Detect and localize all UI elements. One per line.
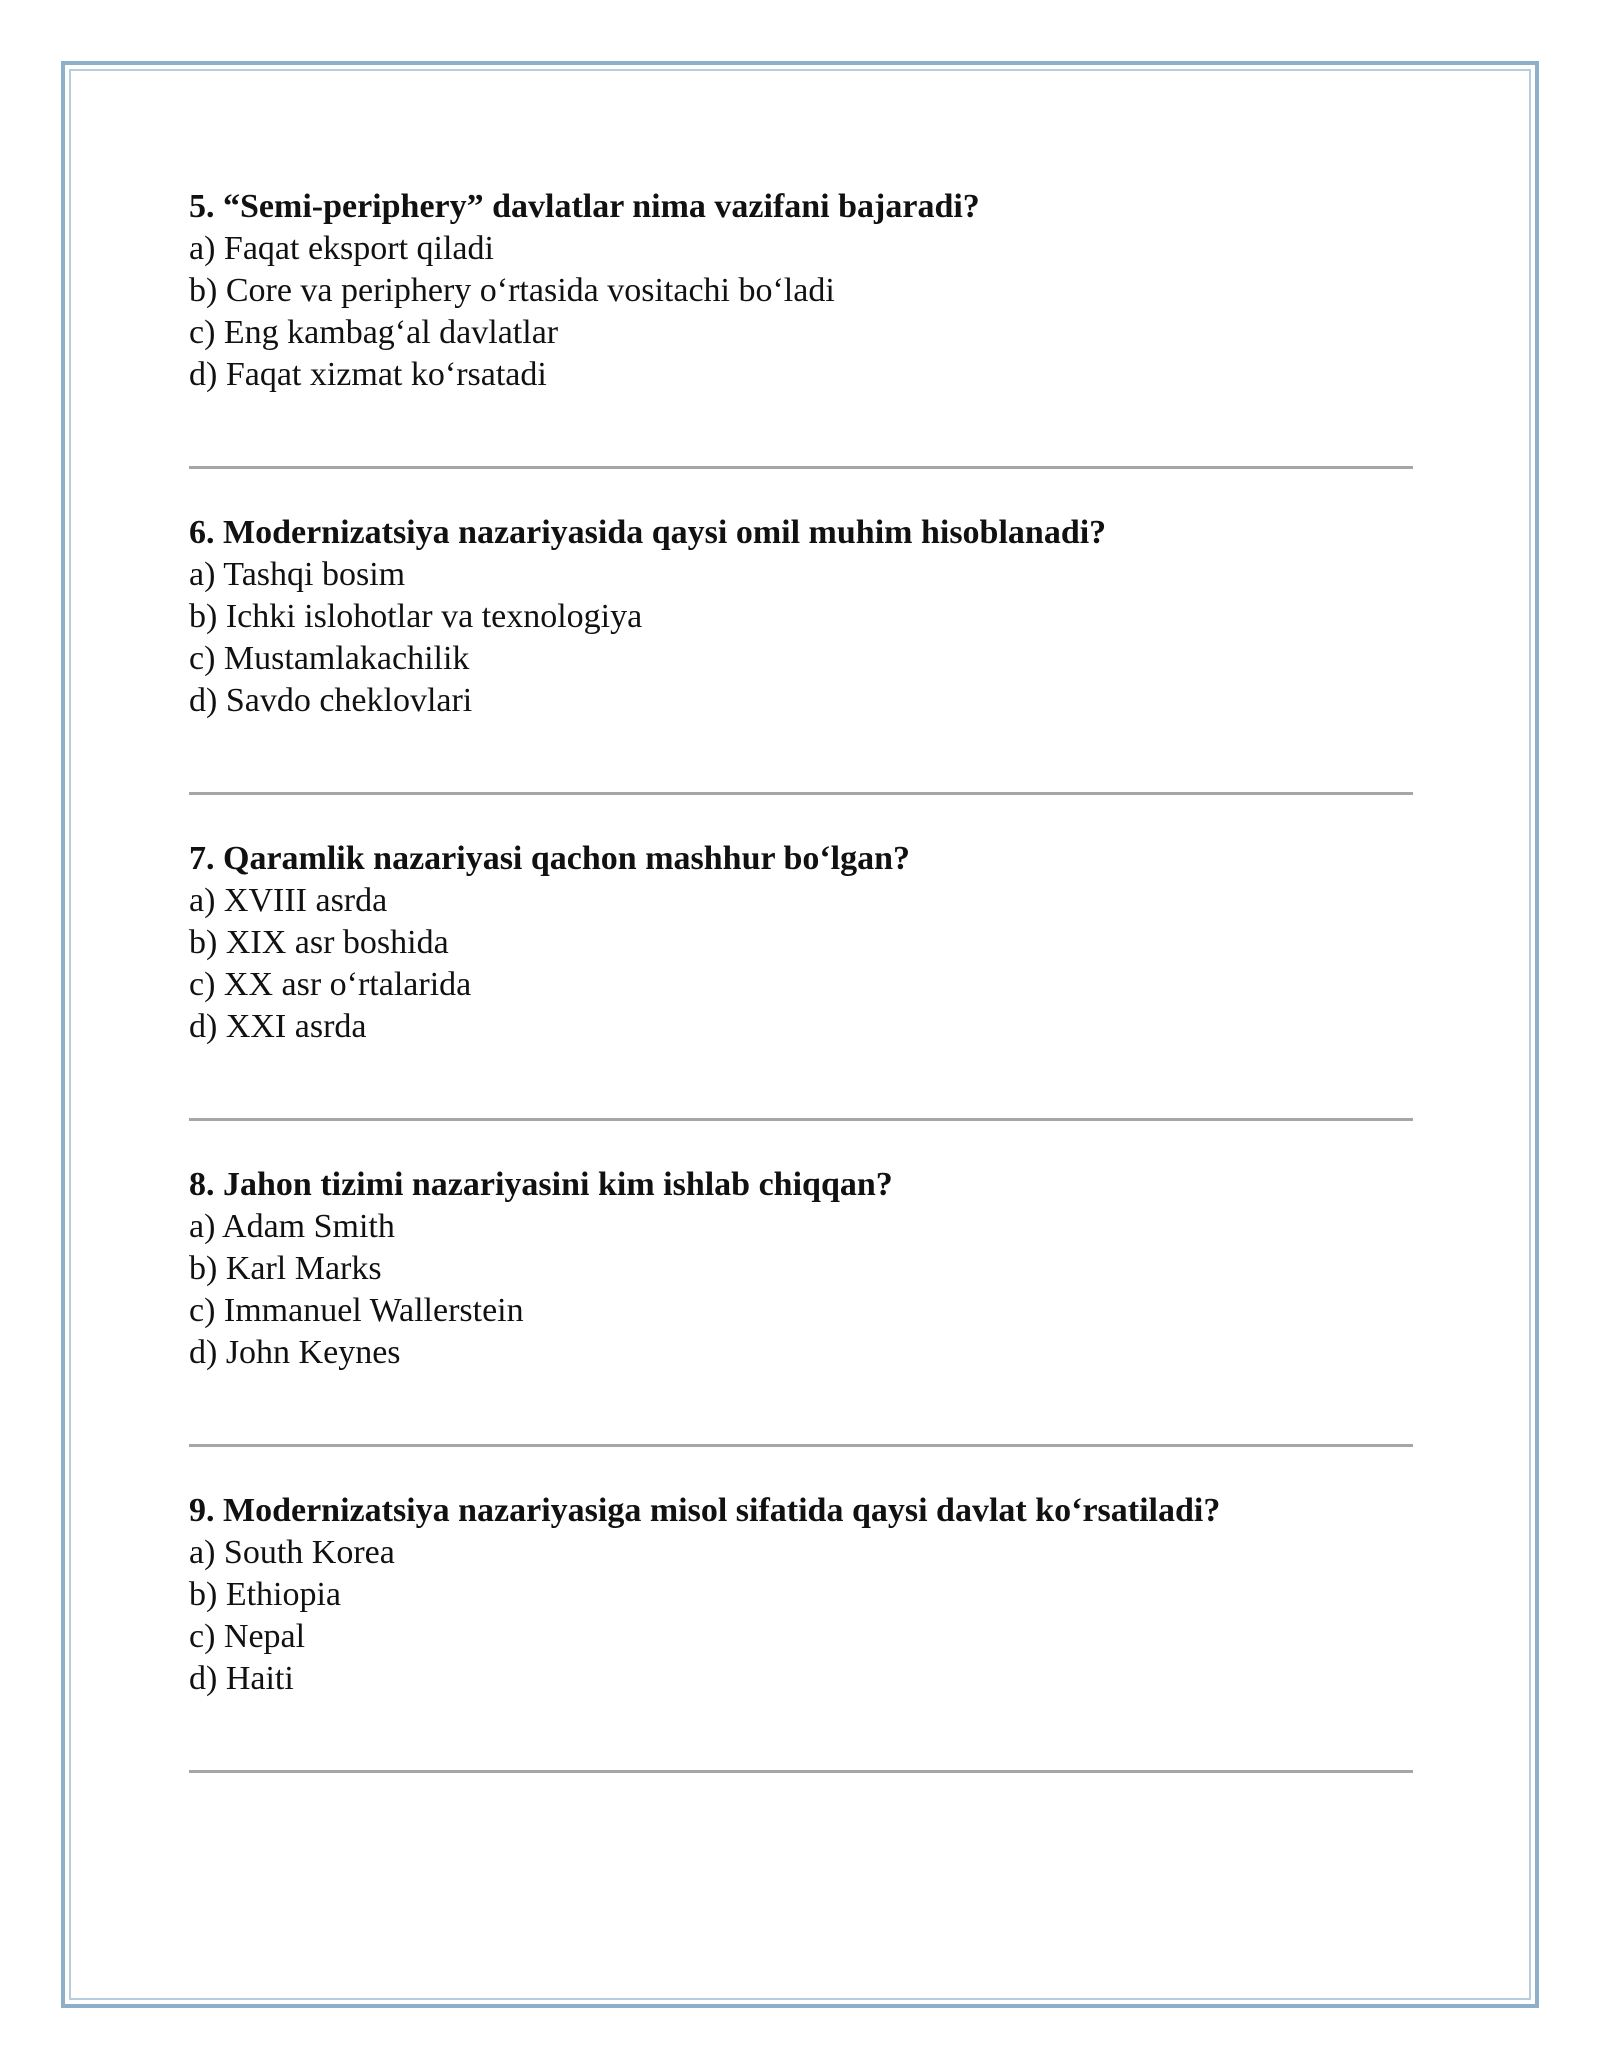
divider — [189, 1770, 1413, 1773]
option-b: b) Core va periphery o‘rtasida vositachi bo‘ladi — [189, 272, 835, 309]
option-a: a) Tashqi bosim — [189, 556, 406, 593]
option-c: c) Eng kambag‘al davlatlar — [189, 314, 559, 351]
question-block-5 — [189, 186, 1413, 512]
option-b: b) Karl Marks — [189, 1250, 382, 1287]
divider — [189, 466, 1413, 469]
divider — [189, 792, 1413, 795]
option-b: b) Ethiopia — [189, 1576, 342, 1613]
quiz-content — [189, 186, 1413, 1816]
question-block-6 — [189, 512, 1413, 838]
option-a: a) South Korea — [189, 1534, 395, 1571]
option-d: d) Savdo cheklovlari — [189, 682, 473, 719]
question-block-8 — [189, 1164, 1413, 1490]
option-d: d) XXI asrda — [189, 1008, 367, 1045]
option-c: c) Immanuel Wallerstein — [189, 1292, 524, 1329]
option-d: d) Faqat xizmat ko‘rsatadi — [189, 356, 547, 393]
option-a: a) XVIII asrda — [189, 882, 388, 919]
divider — [189, 1444, 1413, 1447]
question-text: 7. Qaramlik nazariyasi qachon mashhur bo‘lgan? — [189, 840, 911, 877]
option-a: a) Adam Smith — [189, 1208, 395, 1245]
question-block-7 — [189, 838, 1413, 1164]
question-text: 9. Modernizatsiya nazariyasiga misol sifatida qaysi davlat ko‘rsatiladi? — [189, 1492, 1221, 1529]
divider — [189, 1118, 1413, 1121]
question-text: 5. “Semi-periphery” davlatlar nima vazifani bajaradi? — [189, 188, 980, 225]
option-c: c) XX asr o‘rtalarida — [189, 966, 472, 1003]
option-b: b) Ichki islohotlar va texnologiya — [189, 598, 643, 635]
option-b: b) XIX asr boshida — [189, 924, 449, 961]
question-text: 6. Modernizatsiya nazariyasida qaysi omil muhim hisoblanadi? — [189, 514, 1107, 551]
option-a: a) Faqat eksport qiladi — [189, 230, 494, 267]
question-block-9 — [189, 1490, 1413, 1816]
option-d: d) John Keynes — [189, 1334, 401, 1371]
option-c: c) Mustamlakachilik — [189, 640, 470, 677]
question-text: 8. Jahon tizimi nazariyasini kim ishlab chiqqan? — [189, 1166, 893, 1203]
option-d: d) Haiti — [189, 1660, 294, 1697]
option-c: c) Nepal — [189, 1618, 306, 1655]
